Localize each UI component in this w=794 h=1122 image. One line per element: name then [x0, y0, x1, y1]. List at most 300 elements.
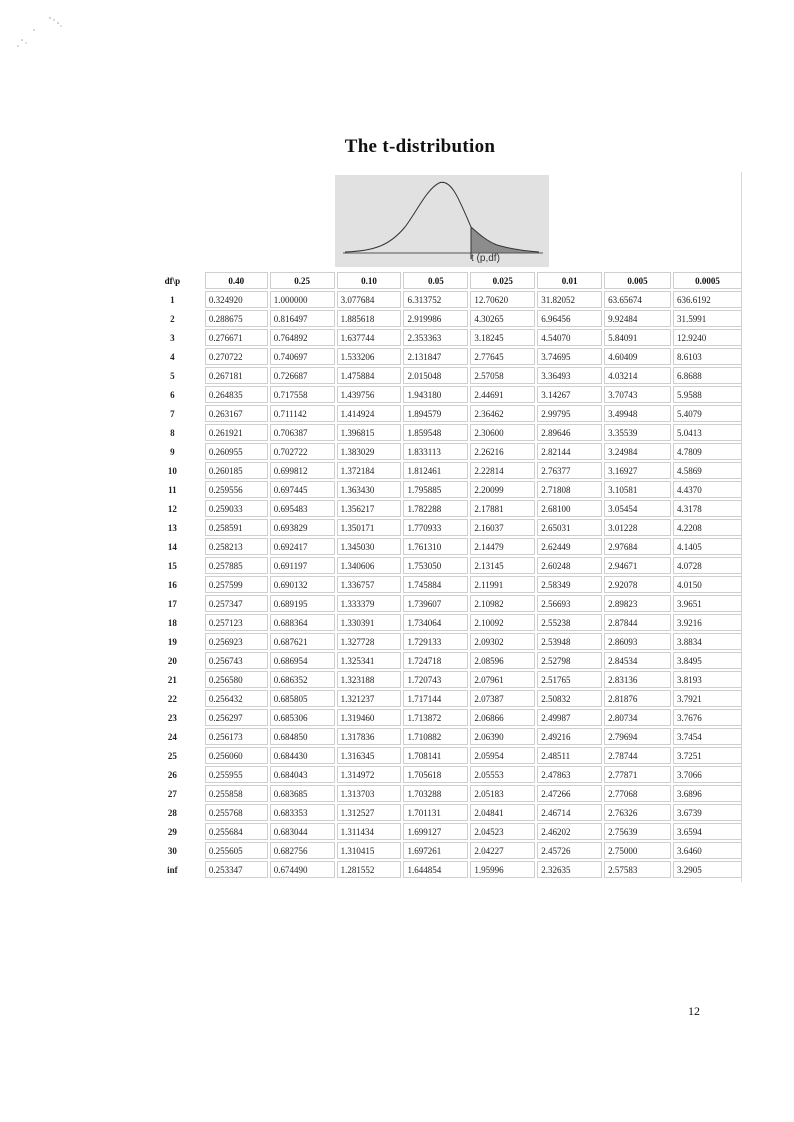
- value-cell: 1.383029: [337, 443, 402, 460]
- value-cell: 2.92078: [604, 576, 671, 593]
- value-cell: 1.000000: [270, 291, 335, 308]
- value-cell: 1.713872: [403, 709, 468, 726]
- p-header: 0.0005: [673, 272, 742, 289]
- value-cell: 1.724718: [403, 652, 468, 669]
- value-cell: 2.77645: [470, 348, 535, 365]
- value-cell: 2.16037: [470, 519, 535, 536]
- value-cell: 2.32635: [537, 861, 602, 878]
- value-cell: 2.26216: [470, 443, 535, 460]
- value-cell: 2.45726: [537, 842, 602, 859]
- value-cell: 3.35539: [604, 424, 671, 441]
- value-cell: 0.256297: [205, 709, 268, 726]
- table-row: [142, 462, 742, 479]
- table-row: [142, 690, 742, 707]
- p-header: 0.40: [205, 272, 268, 289]
- df-cell: 6: [170, 389, 175, 400]
- value-cell: 3.7676: [673, 709, 742, 726]
- value-cell: 636.6192: [673, 291, 742, 308]
- value-cell: 2.87844: [604, 614, 671, 631]
- table-row: [142, 348, 742, 365]
- value-cell: 0.690132: [270, 576, 335, 593]
- value-cell: 2.20099: [470, 481, 535, 498]
- value-cell: 12.70620: [470, 291, 535, 308]
- value-cell: 1.770933: [403, 519, 468, 536]
- value-cell: 1.316345: [337, 747, 402, 764]
- value-cell: 1.699127: [403, 823, 468, 840]
- df-cell: 11: [168, 484, 177, 495]
- table-row: [142, 405, 742, 422]
- value-cell: 2.11991: [470, 576, 535, 593]
- value-cell: 3.2905: [673, 861, 742, 878]
- df-cell: 30: [167, 845, 177, 856]
- value-cell: 1.314972: [337, 766, 402, 783]
- page-number: 12: [688, 1004, 700, 1018]
- value-cell: 0.260955: [205, 443, 268, 460]
- value-cell: 1.350171: [337, 519, 402, 536]
- value-cell: 3.70743: [604, 386, 671, 403]
- table-row: [142, 785, 742, 802]
- value-cell: 0.288675: [205, 310, 268, 327]
- page-title: The t-distribution: [344, 136, 496, 157]
- value-cell: 2.10092: [470, 614, 535, 631]
- value-cell: 0.257885: [205, 557, 268, 574]
- value-cell: 0.691197: [270, 557, 335, 574]
- value-cell: 3.6739: [673, 804, 742, 821]
- df-cell: 4: [170, 351, 175, 362]
- df-cell: 10: [167, 465, 177, 476]
- df-cell: 20: [167, 655, 177, 666]
- value-cell: 1.312527: [337, 804, 402, 821]
- value-cell: 1.311434: [337, 823, 402, 840]
- df-cell: 15: [167, 560, 177, 571]
- value-cell: 3.9216: [673, 614, 742, 631]
- value-cell: 2.56693: [537, 595, 602, 612]
- table-row: [142, 367, 742, 384]
- value-cell: 2.07961: [470, 671, 535, 688]
- value-cell: 1.761310: [403, 538, 468, 555]
- table-row: [142, 766, 742, 783]
- value-cell: 2.04227: [470, 842, 535, 859]
- value-cell: 2.05183: [470, 785, 535, 802]
- value-cell: 4.54070: [537, 329, 602, 346]
- value-cell: 1.281552: [337, 861, 402, 878]
- value-cell: 0.276671: [205, 329, 268, 346]
- value-cell: 1.943180: [403, 386, 468, 403]
- value-cell: 2.48511: [537, 747, 602, 764]
- df-cell: 21: [167, 674, 177, 685]
- value-cell: 0.717558: [270, 386, 335, 403]
- value-cell: 2.47863: [537, 766, 602, 783]
- value-cell: 2.78744: [604, 747, 671, 764]
- table-row: [142, 443, 742, 460]
- value-cell: 1.319460: [337, 709, 402, 726]
- value-cell: 2.353363: [403, 329, 468, 346]
- value-cell: 1.720743: [403, 671, 468, 688]
- table-row: [142, 614, 742, 631]
- df-cell: 18: [167, 617, 177, 628]
- value-cell: 0.261921: [205, 424, 268, 441]
- value-cell: 2.06866: [470, 709, 535, 726]
- t-table: [140, 270, 744, 880]
- value-cell: 4.1405: [673, 538, 742, 555]
- value-cell: 3.7251: [673, 747, 742, 764]
- df-cell: 7: [170, 408, 175, 419]
- value-cell: 1.396815: [337, 424, 402, 441]
- value-cell: 2.10982: [470, 595, 535, 612]
- value-cell: 2.58349: [537, 576, 602, 593]
- value-cell: 0.689195: [270, 595, 335, 612]
- value-cell: 2.46202: [537, 823, 602, 840]
- table-row: [142, 538, 742, 555]
- table-row: [142, 329, 742, 346]
- value-cell: 3.077684: [337, 291, 402, 308]
- table-row: [142, 557, 742, 574]
- value-cell: 1.317836: [337, 728, 402, 745]
- value-cell: 0.687621: [270, 633, 335, 650]
- value-cell: 1.363430: [337, 481, 402, 498]
- value-cell: 4.3178: [673, 500, 742, 517]
- value-cell: 31.5991: [673, 310, 742, 327]
- value-cell: 2.46714: [537, 804, 602, 821]
- df-cell: 9: [170, 446, 175, 457]
- value-cell: 2.51765: [537, 671, 602, 688]
- df-cell: 12: [167, 503, 177, 514]
- value-cell: 2.44691: [470, 386, 535, 403]
- df-cell: 2: [170, 313, 175, 324]
- value-cell: 2.83136: [604, 671, 671, 688]
- value-cell: 0.683044: [270, 823, 335, 840]
- value-cell: 0.258213: [205, 538, 268, 555]
- table-row: [142, 709, 742, 726]
- df-cell: 24: [167, 731, 177, 742]
- value-cell: 1.734064: [403, 614, 468, 631]
- value-cell: 3.6896: [673, 785, 742, 802]
- value-cell: 0.686954: [270, 652, 335, 669]
- value-cell: 0.726687: [270, 367, 335, 384]
- value-cell: 2.57583: [604, 861, 671, 878]
- value-cell: 1.323188: [337, 671, 402, 688]
- value-cell: 5.84091: [604, 329, 671, 346]
- value-cell: 1.795885: [403, 481, 468, 498]
- value-cell: 0.259556: [205, 481, 268, 498]
- value-cell: 0.255955: [205, 766, 268, 783]
- value-cell: 1.414924: [337, 405, 402, 422]
- value-cell: 9.92484: [604, 310, 671, 327]
- value-cell: 2.09302: [470, 633, 535, 650]
- df-cell: 27: [167, 788, 177, 799]
- value-cell: 12.9240: [673, 329, 742, 346]
- value-cell: 0.257599: [205, 576, 268, 593]
- value-cell: 3.18245: [470, 329, 535, 346]
- value-cell: 3.9651: [673, 595, 742, 612]
- table-row: [142, 481, 742, 498]
- value-cell: 1.644854: [403, 861, 468, 878]
- df-cell: 8: [170, 427, 175, 438]
- value-cell: 0.253347: [205, 861, 268, 878]
- table-row: [142, 291, 742, 308]
- value-cell: 1.321237: [337, 690, 402, 707]
- value-cell: 63.65674: [604, 291, 671, 308]
- value-cell: 2.07387: [470, 690, 535, 707]
- value-cell: 0.684043: [270, 766, 335, 783]
- value-cell: 0.699812: [270, 462, 335, 479]
- value-cell: 1.475884: [337, 367, 402, 384]
- df-cell: 16: [167, 579, 177, 590]
- value-cell: 0.256923: [205, 633, 268, 650]
- value-cell: 2.55238: [537, 614, 602, 631]
- value-cell: 1.705618: [403, 766, 468, 783]
- value-cell: 1.313703: [337, 785, 402, 802]
- value-cell: 1.708141: [403, 747, 468, 764]
- value-cell: 2.99795: [537, 405, 602, 422]
- value-cell: 0.256060: [205, 747, 268, 764]
- value-cell: 0.740697: [270, 348, 335, 365]
- value-cell: 2.81876: [604, 690, 671, 707]
- table-row: [142, 804, 742, 821]
- value-cell: 3.16927: [604, 462, 671, 479]
- value-cell: 2.30600: [470, 424, 535, 441]
- value-cell: 1.356217: [337, 500, 402, 517]
- value-cell: 3.36493: [537, 367, 602, 384]
- value-cell: 0.702722: [270, 443, 335, 460]
- table-row: [142, 500, 742, 517]
- value-cell: 1.745884: [403, 576, 468, 593]
- value-cell: 2.76326: [604, 804, 671, 821]
- table-row: [142, 386, 742, 403]
- value-cell: 2.82144: [537, 443, 602, 460]
- value-cell: 0.255768: [205, 804, 268, 821]
- value-cell: 2.36462: [470, 405, 535, 422]
- value-cell: 0.674490: [270, 861, 335, 878]
- value-cell: 1.336757: [337, 576, 402, 593]
- value-cell: 0.697445: [270, 481, 335, 498]
- value-cell: 1.340606: [337, 557, 402, 574]
- p-header: 0.01: [537, 272, 602, 289]
- value-cell: 5.4079: [673, 405, 742, 422]
- value-cell: 0.816497: [270, 310, 335, 327]
- value-cell: 1.330391: [337, 614, 402, 631]
- value-cell: 2.76377: [537, 462, 602, 479]
- value-cell: 2.89823: [604, 595, 671, 612]
- value-cell: 0.260185: [205, 462, 268, 479]
- p-header: 0.10: [337, 272, 402, 289]
- value-cell: 3.6594: [673, 823, 742, 840]
- value-cell: 0.685306: [270, 709, 335, 726]
- table-row: [142, 728, 742, 745]
- value-cell: 1.812461: [403, 462, 468, 479]
- value-cell: 2.08596: [470, 652, 535, 669]
- value-cell: 1.782288: [403, 500, 468, 517]
- value-cell: 4.7809: [673, 443, 742, 460]
- table-header-row: [142, 272, 742, 289]
- value-cell: 2.49216: [537, 728, 602, 745]
- value-cell: 0.257123: [205, 614, 268, 631]
- value-cell: 0.683353: [270, 804, 335, 821]
- table-row: [142, 671, 742, 688]
- p-header: 0.025: [470, 272, 535, 289]
- df-cell: 28: [167, 807, 177, 818]
- value-cell: 1.833113: [403, 443, 468, 460]
- df-cell: 26: [167, 769, 177, 780]
- value-cell: 0.324920: [205, 291, 268, 308]
- value-cell: 1.859548: [403, 424, 468, 441]
- value-cell: 2.22814: [470, 462, 535, 479]
- value-cell: 3.8495: [673, 652, 742, 669]
- value-cell: 1.310415: [337, 842, 402, 859]
- value-cell: 2.04523: [470, 823, 535, 840]
- value-cell: 2.52798: [537, 652, 602, 669]
- value-cell: 0.684430: [270, 747, 335, 764]
- value-cell: 3.7921: [673, 690, 742, 707]
- value-cell: 2.75639: [604, 823, 671, 840]
- value-cell: 1.637744: [337, 329, 402, 346]
- value-cell: 2.79694: [604, 728, 671, 745]
- value-cell: 1.439756: [337, 386, 402, 403]
- value-cell: 0.255605: [205, 842, 268, 859]
- value-cell: 2.919986: [403, 310, 468, 327]
- value-cell: 2.53948: [537, 633, 602, 650]
- value-cell: 1.327728: [337, 633, 402, 650]
- value-cell: 5.0413: [673, 424, 742, 441]
- value-cell: 3.10581: [604, 481, 671, 498]
- value-cell: 2.84534: [604, 652, 671, 669]
- value-cell: 1.717144: [403, 690, 468, 707]
- value-cell: 0.683685: [270, 785, 335, 802]
- value-cell: 3.8834: [673, 633, 742, 650]
- df-cell: 14: [167, 541, 177, 552]
- value-cell: 2.47266: [537, 785, 602, 802]
- value-cell: 3.7066: [673, 766, 742, 783]
- value-cell: 0.255858: [205, 785, 268, 802]
- table-row: [142, 842, 742, 859]
- df-cell: 1: [170, 294, 175, 305]
- value-cell: 0.684850: [270, 728, 335, 745]
- value-cell: 1.333379: [337, 595, 402, 612]
- value-cell: 4.2208: [673, 519, 742, 536]
- value-cell: 3.14267: [537, 386, 602, 403]
- value-cell: 4.5869: [673, 462, 742, 479]
- value-cell: 2.57058: [470, 367, 535, 384]
- value-cell: 0.264835: [205, 386, 268, 403]
- value-cell: 0.270722: [205, 348, 268, 365]
- table-row: [142, 576, 742, 593]
- corner-header: df\p: [164, 275, 181, 286]
- p-header: 0.05: [403, 272, 468, 289]
- value-cell: 0.711142: [270, 405, 335, 422]
- value-cell: 0.686352: [270, 671, 335, 688]
- t-distribution-curve-icon: [335, 175, 549, 267]
- value-cell: 0.258591: [205, 519, 268, 536]
- value-cell: 2.77871: [604, 766, 671, 783]
- value-cell: 2.60248: [537, 557, 602, 574]
- value-cell: 0.692417: [270, 538, 335, 555]
- value-cell: 4.30265: [470, 310, 535, 327]
- value-cell: 1.753050: [403, 557, 468, 574]
- value-cell: 2.131847: [403, 348, 468, 365]
- value-cell: 1.703288: [403, 785, 468, 802]
- table-row: [142, 861, 742, 878]
- p-header: 0.005: [604, 272, 671, 289]
- value-cell: 0.259033: [205, 500, 268, 517]
- value-cell: 3.01228: [604, 519, 671, 536]
- value-cell: 8.6103: [673, 348, 742, 365]
- df-cell: 25: [167, 750, 177, 761]
- value-cell: 0.263167: [205, 405, 268, 422]
- value-cell: 5.9588: [673, 386, 742, 403]
- value-cell: 2.65031: [537, 519, 602, 536]
- t-distribution-figure: [335, 175, 549, 267]
- value-cell: 2.50832: [537, 690, 602, 707]
- scan-speckle-icon: [14, 14, 74, 54]
- df-cell: 23: [167, 712, 177, 723]
- value-cell: 2.49987: [537, 709, 602, 726]
- value-cell: 4.0150: [673, 576, 742, 593]
- value-cell: 31.82052: [537, 291, 602, 308]
- value-cell: 1.533206: [337, 348, 402, 365]
- value-cell: 1.739607: [403, 595, 468, 612]
- value-cell: 0.256743: [205, 652, 268, 669]
- value-cell: 1.729133: [403, 633, 468, 650]
- value-cell: 1.345030: [337, 538, 402, 555]
- value-cell: 0.764892: [270, 329, 335, 346]
- table-row: [142, 595, 742, 612]
- value-cell: 1.710882: [403, 728, 468, 745]
- value-cell: 1.894579: [403, 405, 468, 422]
- df-cell: 3: [170, 332, 175, 343]
- figure-label: t (p,df): [471, 253, 500, 264]
- value-cell: 4.0728: [673, 557, 742, 574]
- value-cell: 1.372184: [337, 462, 402, 479]
- table-row: [142, 633, 742, 650]
- value-cell: 3.7454: [673, 728, 742, 745]
- value-cell: 2.05553: [470, 766, 535, 783]
- table-row: [142, 310, 742, 327]
- df-cell: 22: [167, 693, 177, 704]
- value-cell: 2.75000: [604, 842, 671, 859]
- value-cell: 2.05954: [470, 747, 535, 764]
- value-cell: 0.256432: [205, 690, 268, 707]
- value-cell: 4.60409: [604, 348, 671, 365]
- df-cell: 17: [167, 598, 177, 609]
- value-cell: 2.97684: [604, 538, 671, 555]
- value-cell: 3.05454: [604, 500, 671, 517]
- value-cell: 4.03214: [604, 367, 671, 384]
- df-cell: 5: [170, 370, 175, 381]
- value-cell: 2.68100: [537, 500, 602, 517]
- value-cell: 1.697261: [403, 842, 468, 859]
- value-cell: 2.04841: [470, 804, 535, 821]
- value-cell: 1.885618: [337, 310, 402, 327]
- value-cell: 3.8193: [673, 671, 742, 688]
- df-cell: 29: [167, 826, 177, 837]
- value-cell: 1.95996: [470, 861, 535, 878]
- value-cell: 0.685805: [270, 690, 335, 707]
- value-cell: 0.257347: [205, 595, 268, 612]
- value-cell: 2.17881: [470, 500, 535, 517]
- value-cell: 6.8688: [673, 367, 742, 384]
- value-cell: 0.682756: [270, 842, 335, 859]
- value-cell: 0.256173: [205, 728, 268, 745]
- value-cell: 2.77068: [604, 785, 671, 802]
- value-cell: 2.94671: [604, 557, 671, 574]
- df-cell: 13: [167, 522, 177, 533]
- df-cell: 19: [167, 636, 177, 647]
- value-cell: 2.86093: [604, 633, 671, 650]
- p-header: 0.25: [270, 272, 335, 289]
- value-cell: 2.80734: [604, 709, 671, 726]
- value-cell: 6.96456: [537, 310, 602, 327]
- table-row: [142, 652, 742, 669]
